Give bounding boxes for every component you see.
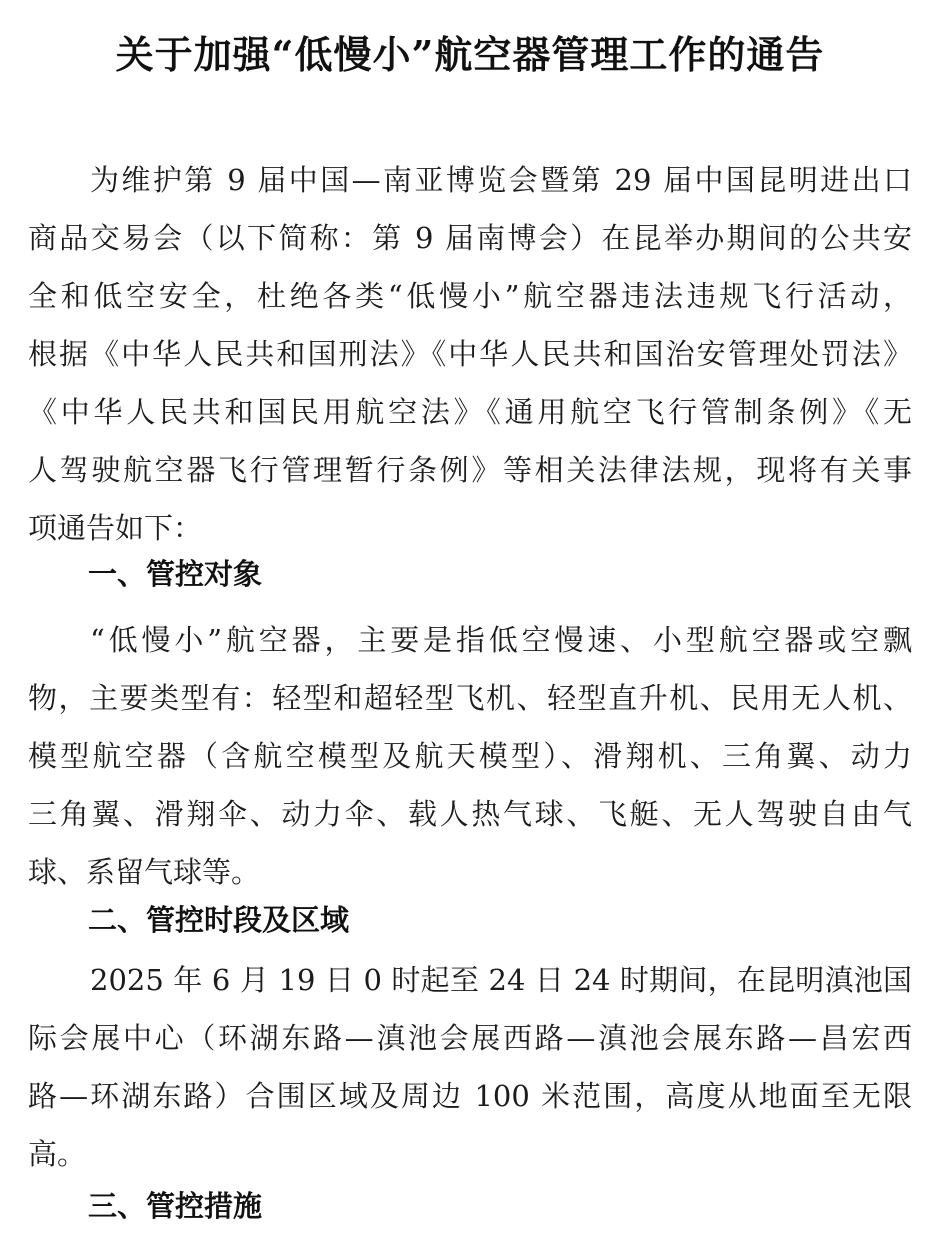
paragraph-line: 项通告如下： (28, 511, 203, 545)
paragraph-line: 全和低空安全，杜绝各类“低慢小”航空器违法违规飞行活动， (28, 279, 912, 313)
section-heading-control-period-area: 二、管控时段及区域 (88, 903, 350, 937)
paragraph-line: 三角翼、滑翔伞、动力伞、载人热气球、飞艇、无人驾驶自由气 (28, 797, 912, 831)
paragraph-line: 为维护第 9 届中国—南亚博览会暨第 29 届中国昆明进出口 (90, 163, 912, 197)
section-heading-control-measures: 三、管控措施 (88, 1189, 263, 1223)
paragraph-line: 高。 (28, 1137, 87, 1171)
paragraph-line: 人驾驶航空器飞行管理暂行条例》等相关法律法规，现将有关事 (28, 453, 912, 487)
paragraph-line: 路—环湖东路）合围区域及周边 100 米范围，高度从地面至无限 (28, 1079, 912, 1113)
paragraph-line: 球、系留气球等。 (28, 855, 261, 889)
paragraph-line: “低慢小”航空器，主要是指低空慢速、小型航空器或空飘 (90, 623, 912, 657)
paragraph-line: 际会展中心（环湖东路—滇池会展西路—滇池会展东路—昌宏西 (28, 1021, 912, 1055)
paragraph-line: 《中华人民共和国民用航空法》《通用航空飞行管制条例》《无 (28, 395, 912, 429)
paragraph-line: 2025 年 6 月 19 日 0 时起至 24 日 24 时期间，在昆明滇池国 (90, 963, 912, 997)
document-title: 关于加强“低慢小”航空器管理工作的通告 (115, 32, 825, 77)
paragraph-line: 商品交易会（以下简称：第 9 届南博会）在昆举办期间的公共安 (28, 221, 912, 255)
paragraph-line: 物，主要类型有：轻型和超轻型飞机、轻型直升机、民用无人机、 (28, 681, 912, 715)
section-heading-control-targets: 一、管控对象 (88, 557, 263, 591)
paragraph-line: 模型航空器（含航空模型及航天模型）、滑翔机、三角翼、动力 (28, 739, 912, 773)
paragraph-line: 根据《中华人民共和国刑法》《中华人民共和国治安管理处罚法》 (28, 337, 912, 371)
